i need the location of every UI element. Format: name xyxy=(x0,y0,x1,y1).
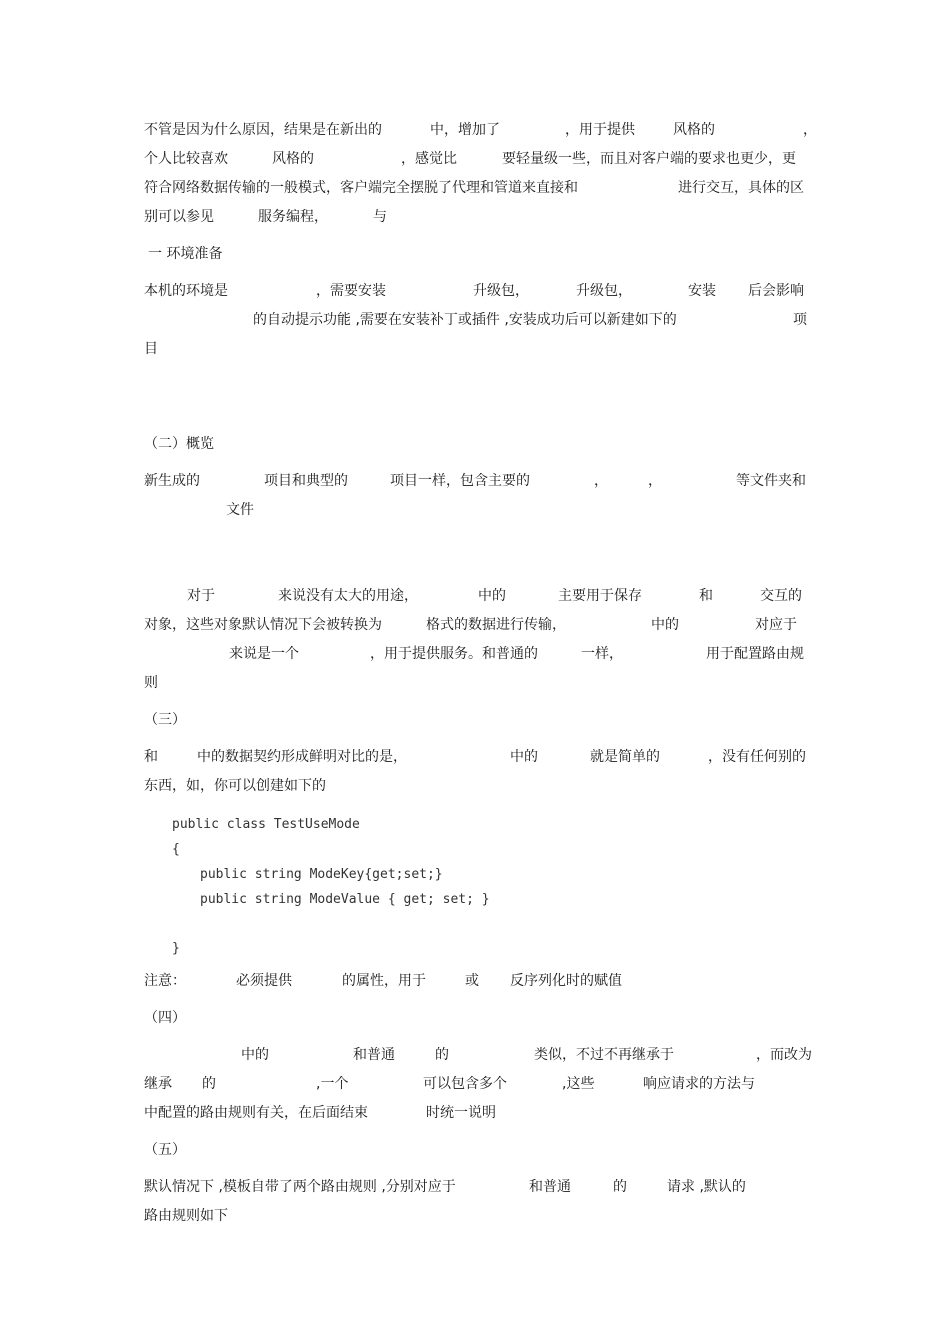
note-text: 必须提供 xyxy=(236,973,292,989)
body-text: ， xyxy=(594,473,608,489)
section-heading: （五） xyxy=(144,1142,186,1158)
intro-text: ，感觉比 xyxy=(401,151,457,167)
intro-text: 进行交互，具体的区 xyxy=(678,180,804,196)
intro-text: ，用于提供 xyxy=(565,122,635,138)
body-text: ，没有任何别的 xyxy=(708,749,806,765)
intro-text: 符合网络数据传输的一般模式，客户端完全摆脱了代理和管道来直接和 xyxy=(144,180,578,196)
note-text: 反序列化时的赋值 xyxy=(510,973,622,989)
body-text: 项目和典型的 xyxy=(264,473,348,489)
section-heading: （三） xyxy=(144,712,186,728)
body-text: 来说没有太大的用途， xyxy=(278,588,418,604)
body-text: 交互的 xyxy=(760,588,802,604)
intro-text: 要轻量级一些，而且对客户端的要求也更少，更 xyxy=(502,151,796,167)
body-text: 时统一说明 xyxy=(426,1105,496,1121)
intro-text: 不管是因为什么原因，结果是在新出的 xyxy=(144,122,382,138)
body-text: 来说是一个 xyxy=(229,646,299,662)
code-line: public string ModeValue { get; set; } xyxy=(200,892,490,907)
body-text: ,这些 xyxy=(562,1076,595,1092)
section-heading: （二）概览 xyxy=(144,436,214,452)
section-heading: 一 环境准备 xyxy=(148,246,223,262)
body-text: 可以包含多个 xyxy=(423,1076,507,1092)
intro-text: 与 xyxy=(373,209,387,225)
body-text: ， xyxy=(648,473,662,489)
body-text: 对应于 xyxy=(755,617,797,633)
body-text: 和普通 xyxy=(529,1179,571,1195)
body-text: ，需要安装 xyxy=(316,283,386,299)
body-text: 本机的环境是 xyxy=(144,283,228,299)
body-text: 和普通 xyxy=(353,1047,395,1063)
body-text: 项目一样，包含主要的 xyxy=(390,473,530,489)
intro-text: 别可以参见 xyxy=(144,209,214,225)
body-text: 主要用于保存 xyxy=(558,588,642,604)
body-text: 的 xyxy=(202,1076,216,1092)
body-text: 中的 xyxy=(510,749,538,765)
body-text: 项 xyxy=(793,312,807,328)
body-text: 目 xyxy=(144,341,158,357)
note-text: 注意： xyxy=(144,973,186,989)
body-text: ，而改为 xyxy=(756,1047,812,1063)
body-text: 的 xyxy=(613,1179,627,1195)
body-text: 中配置的路由规则有关，在后面结束 xyxy=(144,1105,368,1121)
body-text: 就是简单的 xyxy=(590,749,660,765)
code-line: public string ModeKey{get;set;} xyxy=(200,867,443,882)
body-text: 一样， xyxy=(581,646,623,662)
body-text: 和 xyxy=(144,749,158,765)
body-text: 的自动提示功能 ,需要在安装补丁或插件 ,安装成功后可以新建如下的 xyxy=(253,312,677,328)
intro-text: 风格的 xyxy=(272,151,314,167)
body-text: 文件 xyxy=(226,502,254,518)
body-text: 东西，如，你可以创建如下的 xyxy=(144,778,326,794)
body-text: 格式的数据进行传输， xyxy=(426,617,566,633)
note-text: 或 xyxy=(465,973,479,989)
body-text: 中的 xyxy=(651,617,679,633)
body-text: 升级包， xyxy=(576,283,632,299)
body-text: 安装 xyxy=(688,283,716,299)
body-text: 中的数据契约形成鲜明对比的是， xyxy=(197,749,407,765)
body-text: 对于 xyxy=(187,588,215,604)
intro-text: 风格的 xyxy=(673,122,715,138)
code-line: } xyxy=(172,941,180,956)
intro-text: ， xyxy=(803,122,817,138)
intro-text: 中，增加了 xyxy=(430,122,500,138)
body-text: 默认情况下 ,模板自带了两个路由规则 ,分别对应于 xyxy=(144,1179,456,1195)
body-text: 新生成的 xyxy=(144,473,200,489)
body-text: 对象，这些对象默认情况下会被转换为 xyxy=(144,617,382,633)
code-line: public class TestUseMode xyxy=(172,817,360,832)
section-heading: （四） xyxy=(144,1010,186,1026)
body-text: 用于配置路由规 xyxy=(706,646,804,662)
body-text: 的 xyxy=(435,1047,449,1063)
body-text: 则 xyxy=(144,675,158,691)
body-text: 升级包， xyxy=(473,283,529,299)
intro-text: 个人比较喜欢 xyxy=(144,151,228,167)
body-text: ，用于提供服务。和普通的 xyxy=(370,646,538,662)
note-text: 的属性，用于 xyxy=(342,973,426,989)
body-text: 后会影响 xyxy=(748,283,804,299)
body-text: 中的 xyxy=(241,1047,269,1063)
body-text: 类似，不过不再继承于 xyxy=(534,1047,674,1063)
code-line: { xyxy=(172,842,180,857)
body-text: 响应请求的方法与 xyxy=(643,1076,755,1092)
body-text: 路由规则如下 xyxy=(144,1208,228,1224)
body-text: ,一个 xyxy=(316,1076,349,1092)
body-text: 中的 xyxy=(478,588,506,604)
intro-text: 服务编程， xyxy=(258,209,328,225)
body-text: 和 xyxy=(699,588,713,604)
body-text: 等文件夹和 xyxy=(736,473,806,489)
body-text: 继承 xyxy=(144,1076,172,1092)
body-text: 请求 ,默认的 xyxy=(667,1179,746,1195)
